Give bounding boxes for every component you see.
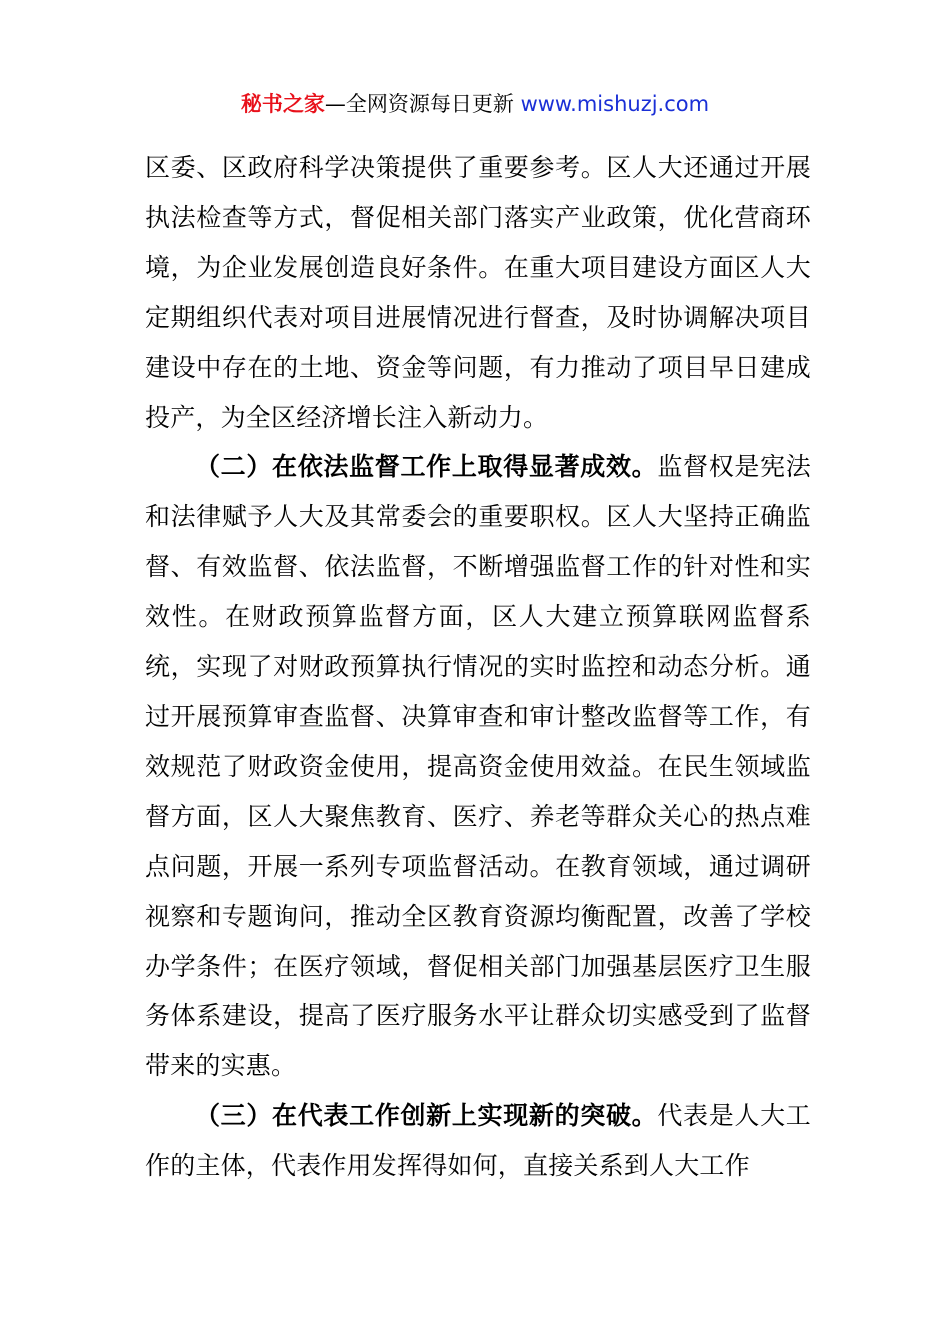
document-body: [145, 143, 811, 1191]
section-heading: （三）在代表工作创新上实现新的突破。: [195, 1101, 658, 1131]
section-heading: （二）在依法监督工作上取得显著成效。: [195, 452, 658, 482]
paragraph-continued: [145, 143, 811, 442]
paragraph-section-two: [145, 442, 811, 1091]
paragraph-section-three: [145, 1091, 811, 1191]
paragraph-text: 监督权是宪法和法律赋予人大及其常委会的重要职权。区人大坚持正确监督、有效监督、依法监督，不断增强监督工作的针对性和实效性。在财政预算监督方面，区人大建立预算联网监督系统，实现了对财政预算执行情况的实时监控和动态分析。通过开展预算审查监督、决算审查和审计整改监督等工作，有效规范了财政资金使用，提高资金使用效益。在民生领域监督方面，区人大聚焦教育、医疗、养老等群众关心的热点难点问题，开展一系列专项监督活动。在教育领域，通过调研视察和专题询问，推动全区教育资源均衡配置，改善了学校办学条件；在医疗领域，督促相关部门加强基层医疗卫生服务体系建设，提高了医疗服务水平让群众切实感受到了监督带来的实惠。: [145, 452, 811, 1081]
paragraph-text: 区委、区政府科学决策提供了重要参考。区人大还通过开展执法检查等方式，督促相关部门落实产业政策，优化营商环境，为企业发展创造良好条件。在重大项目建设方面区人大定期组织代表对项目进展情况进行督查，及时协调解决项目建设中存在的土地、资金等问题，有力推动了项目早日建成投产，为全区经济增长注入新动力。: [145, 153, 811, 432]
paragraph-text: 代表是人大工作的主体，代表作用发挥得如何，直接关系到人大工作: [145, 1101, 811, 1181]
site-url-link[interactable]: www.mishuzj.com: [520, 92, 710, 116]
page-header: [0, 88, 950, 120]
brand-name: 秘书之家: [240, 92, 325, 116]
header-tagline: —全网资源每日更新: [324, 92, 521, 116]
